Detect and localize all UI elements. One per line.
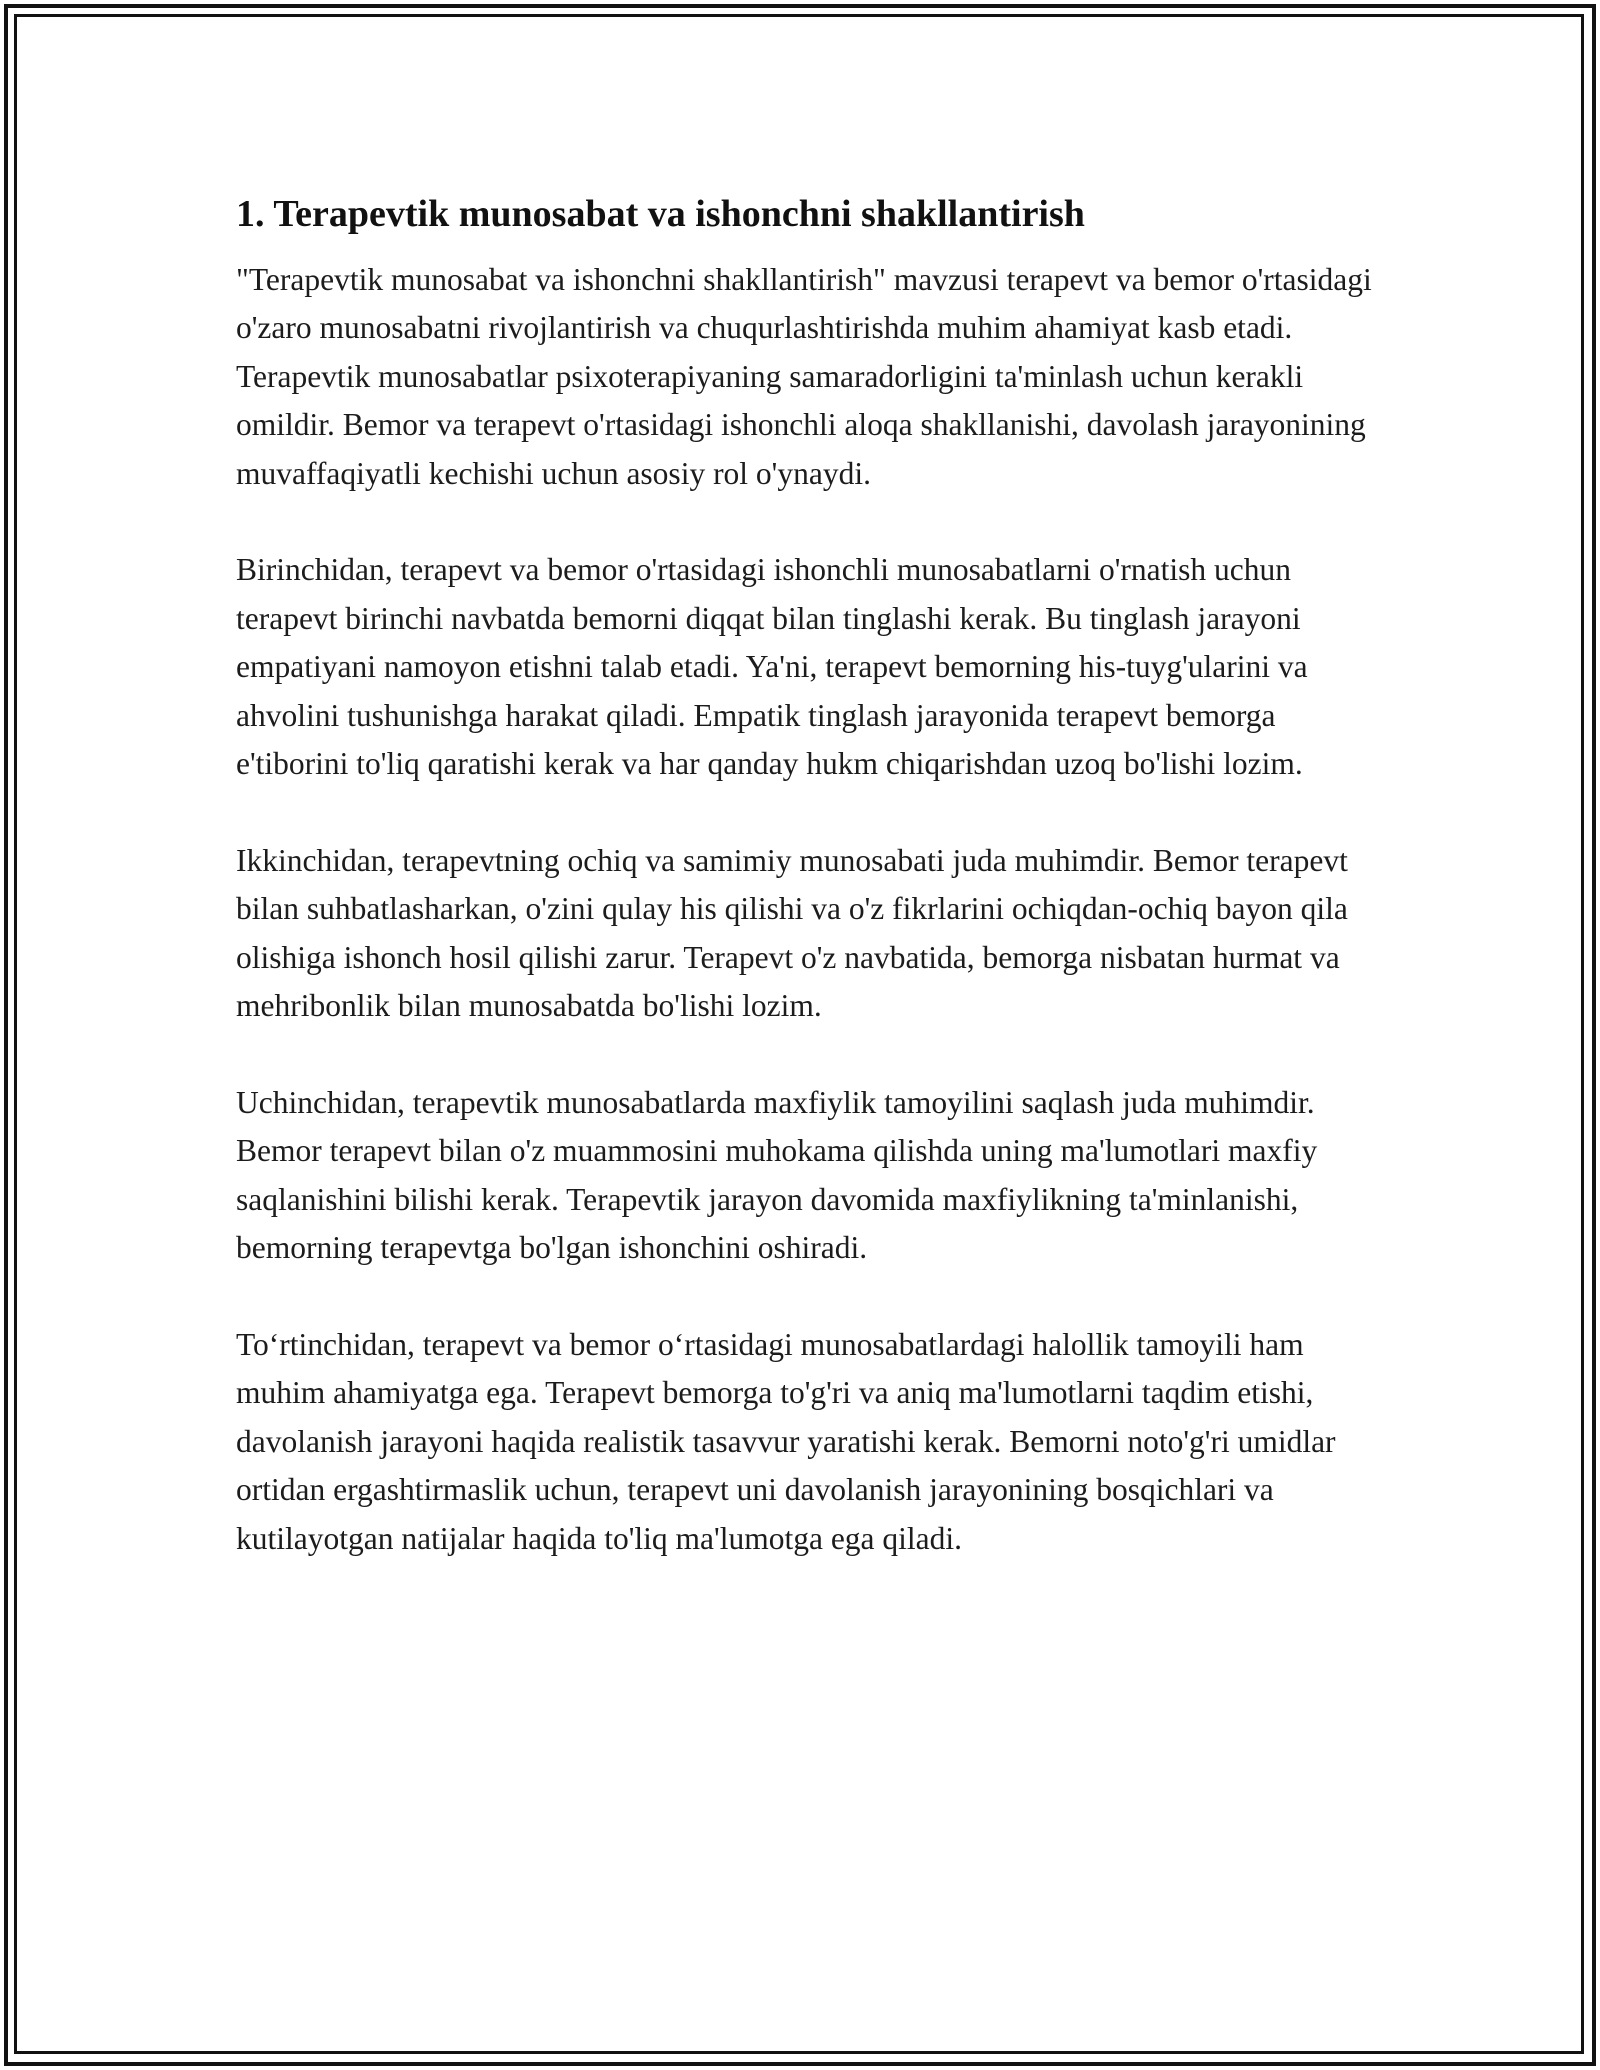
paragraph-first-point: Birinchidan, terapevt va bemor o'rtasidagi ishonchli munosabatlarni o'rnatish uchun terapevt birinchi navbatda bemorni diqqat bilan tinglashi kerak. Bu tinglash jarayoni empatiyani namoyon etishni talab etadi. Ya'ni, terapevt bemorning his-tuyg'ularini va ahvolini tushunishga harakat qiladi. Empatik tinglash jarayonida terapevt bemorga e'tiborini to'liq qaratishi kerak va har qanday hukm chiqarishdan uzoq bo'lishi lozim. (236, 552, 1308, 782)
paragraph-intro: "Terapevtik munosabat va ishonchni shakllantirish" mavzusi terapevt va bemor o'rtasidagi o'zaro munosabatni rivojlantirish va chuqurlashtirishda muhim ahamiyat kasb etadi. Terapevtik munosabatlar psixoterapiyaning samaradorligini ta'minlash uchun kerakli omildir. Bemor va terapevt o'rtasidagi ishonchli aloqa shakllanishi, davolash jarayonining muvaffaqiyatli kechishi uchun asosiy rol o'ynaydi. (236, 262, 1372, 491)
paragraph-fourth-point: To‘rtinchidan, terapevt va bemor o‘rtasidagi munosabatlardagi halollik tamoyili ham muhim ahamiyatga ega. Terapevt bemorga to'g'ri va aniq ma'lumotlarni taqdim etishi, davolanish jarayoni haqida realistik tasavvur yaratishi kerak. Bemorni noto'g'ri umidlar ortidan ergashtirmaslik uchun, terapevt uni davolanish jarayonining bosqichlari va kutilayotgan natijalar haqida to'liq ma'lumotga ega qiladi. (236, 1326, 1336, 1556)
document-body (236, 186, 1386, 1611)
paragraph-third-point: Uchinchidan, terapevtik munosabatlarda maxfiylik tamoyilini saqlash juda muhimdir. Bemor terapevt bilan o'z muammosini muhokama qilishda uning ma'lumotlari maxfiy saqlanishini bilishi kerak. Terapevtik jarayon davomida maxfiylikning ta'minlanishi, bemorning terapevtga bo'lgan ishonchini oshiradi. (236, 1084, 1318, 1266)
section-heading: 1. Terapevtik munosabat va ishonchni shakllantirish (236, 193, 1085, 235)
paragraph-second-point: Ikkinchidan, terapevtning ochiq va samimiy munosabati juda muhimdir. Bemor terapevt bilan suhbatlasharkan, o'zini qulay his qilishi va o'z fikrlarini ochiqdan-ochiq bayon qila olishiga ishonch hosil qilishi zarur. Terapevt o'z navbatida, bemorga nisbatan hurmat va mehribonlik bilan munosabatda bo'lishi lozim. (236, 842, 1348, 1024)
